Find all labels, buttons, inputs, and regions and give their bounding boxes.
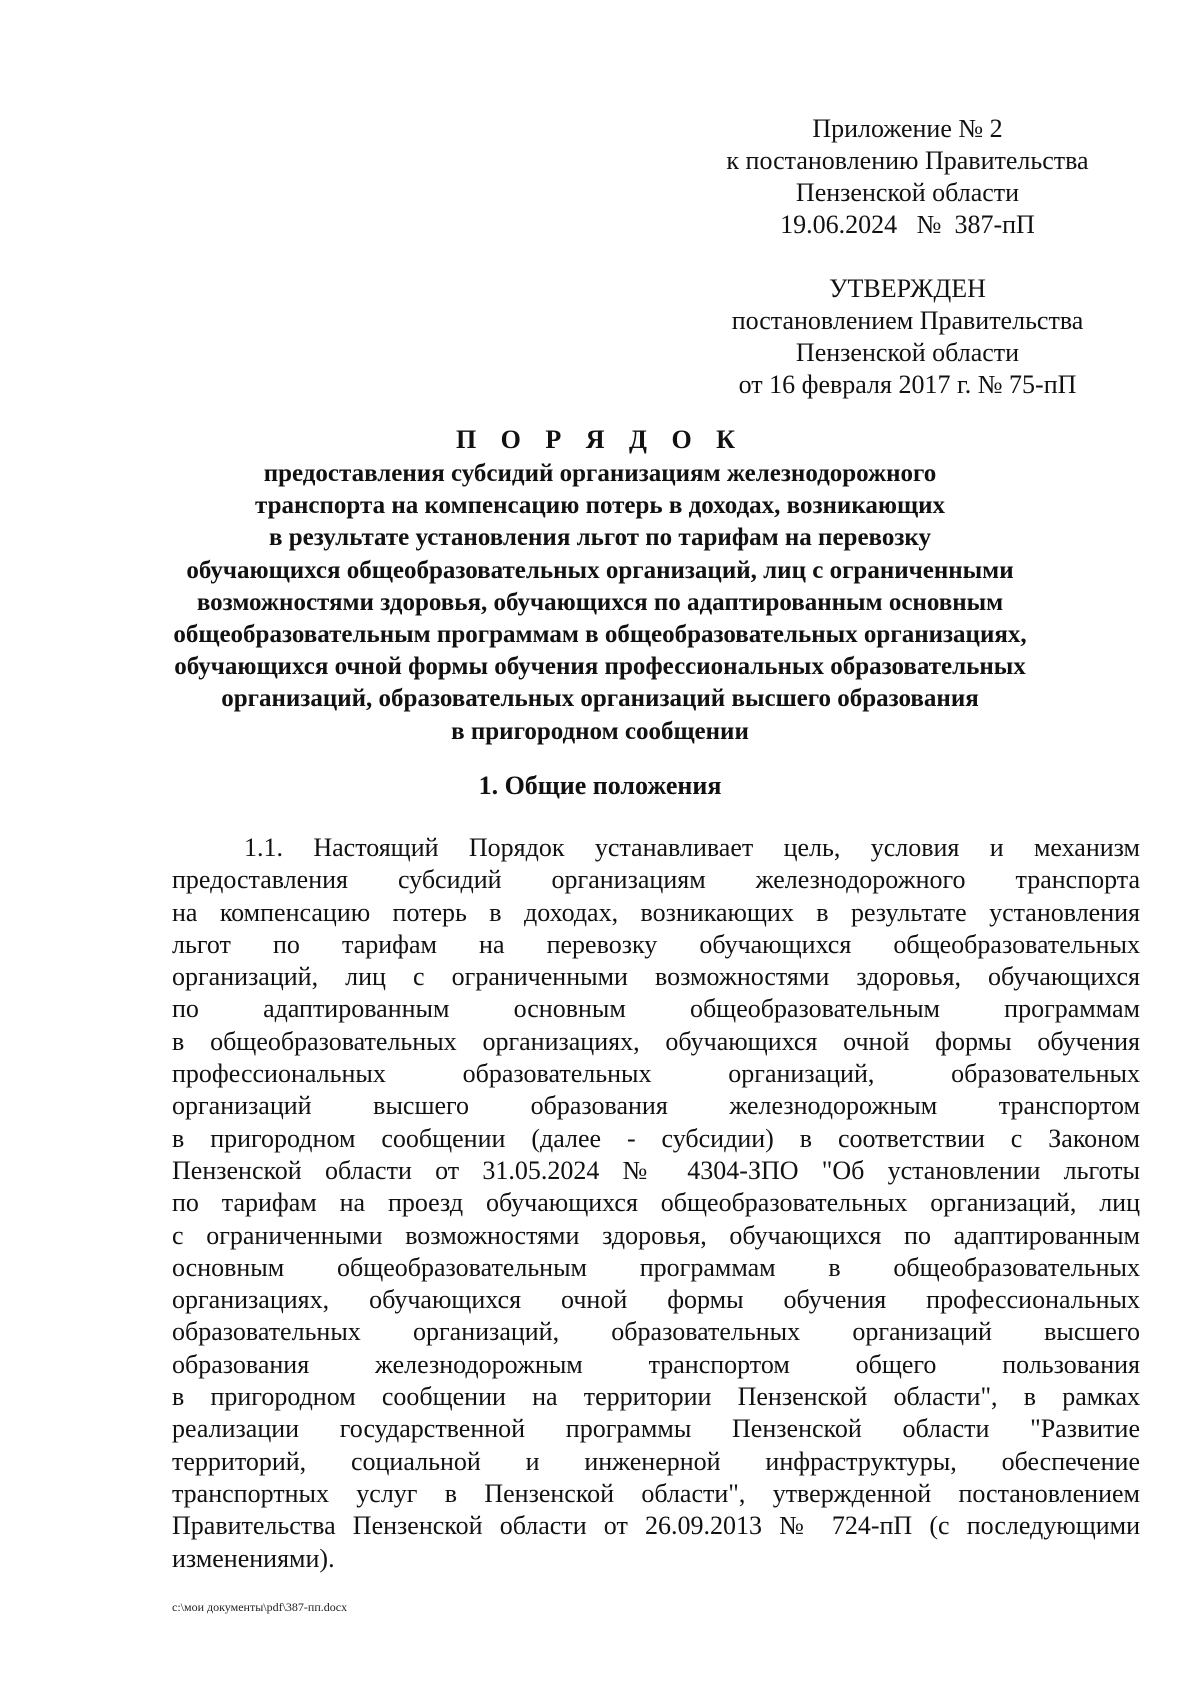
- paragraph-line: в общеобразовательных организациях, обучающихся очной формы обучения: [172, 1026, 1140, 1056]
- subtitle-line: в пригородном сообщении: [451, 717, 749, 745]
- paragraph-line: образования железнодорожным транспортом общего пользования: [172, 1349, 1140, 1379]
- footer-file-path: c:\мои документы\pdf\387-пп.docx: [172, 1600, 348, 1614]
- paragraph-line: Пензенской области от 31.05.2024 № 4304-ЗПО "Об установлении льготы: [172, 1155, 1140, 1185]
- annex-reference: к постановлению Правительства: [726, 146, 1089, 175]
- document-title: П О Р Я Д О К: [455, 425, 745, 454]
- paragraph-line: образовательных организаций, образовательных организаций высшего: [172, 1317, 1140, 1347]
- paragraph-line: льгот по тарифам на перевозку обучающихся общеобразовательных: [172, 929, 1140, 959]
- subtitle-line: предоставления субсидий организациям железнодорожного: [263, 460, 937, 487]
- subtitle-line: обучающихся общеобразовательных организаций, лиц с ограниченными: [186, 556, 1014, 584]
- document-subtitle: [100, 458, 1100, 748]
- approval-line-3: от 16 февраля 2017 г. № 75-пП: [738, 370, 1077, 399]
- paragraph-line: основным общеобразовательным программам в общеобразовательных: [172, 1252, 1140, 1282]
- subtitle-line: общеобразовательным программам в общеобразовательных организациях,: [173, 621, 1027, 649]
- subtitle-line: организаций, образовательных организаций высшего образования: [221, 685, 979, 713]
- paragraph-line: организаций высшего образования железнодорожным транспортом: [172, 1091, 1140, 1121]
- paragraph-line: по тарифам на проезд обучающихся общеобразовательных организаций, лиц: [172, 1188, 1140, 1218]
- paragraph-1-1: [172, 832, 1140, 1575]
- approval-title: УТВЕРЖДЕН: [829, 274, 986, 303]
- paragraph-line: в пригородном сообщении на территории Пензенской области", в рамках: [172, 1382, 1140, 1412]
- paragraph-line: предоставления субсидий организациям железнодорожного транспорта: [172, 865, 1140, 895]
- paragraph-line: реализации государственной программы Пензенской области "Развитие: [172, 1414, 1140, 1444]
- paragraph-line: в пригородном сообщении (далее - субсидии) в соответствии с Законом: [172, 1123, 1140, 1153]
- subtitle-line: транспорта на компенсацию потерь в доходах, возникающих: [255, 492, 945, 520]
- paragraph-line: организаций, лиц с ограниченными возможностями здоровья, обучающихся: [172, 962, 1140, 992]
- paragraph-line: с ограниченными возможностями здоровья, обучающихся по адаптированным: [172, 1220, 1140, 1250]
- subtitle-line: возможностями здоровья, обучающихся по адаптированным основным: [196, 588, 1004, 616]
- annex-date-number: 19.06.2024 № 387-пП: [780, 210, 1035, 239]
- paragraph-line: организациях, обучающихся очной формы обучения профессиональных: [172, 1285, 1140, 1315]
- approval-line-1: постановлением Правительства: [731, 306, 1084, 335]
- paragraph-line: профессиональных образовательных организаций, образовательных: [172, 1059, 1140, 1089]
- paragraph-line: транспортных услуг в Пензенской области", утвержденной постановлением: [172, 1478, 1140, 1508]
- approval-line-2: Пензенской области: [795, 338, 1020, 367]
- section-heading: 1. Общие положения: [478, 771, 722, 800]
- annex-block: [700, 113, 1115, 241]
- annex-region: Пензенской области: [795, 178, 1020, 207]
- paragraph-line: Правительства Пензенской области от 26.09.2013 № 724-пП (с последующими: [172, 1511, 1140, 1541]
- approval-block: [700, 273, 1115, 401]
- subtitle-line: в результате установления льгот по тарифам на перевозку: [269, 524, 931, 552]
- subtitle-line: обучающихся очной формы обучения профессиональных образовательных: [174, 653, 1026, 681]
- paragraph-line: 1.1. Настоящий Порядок устанавливает цель, условия и механизм: [244, 833, 1140, 862]
- paragraph-line: изменениями).: [172, 1543, 335, 1573]
- annex-number: Приложение № 2: [812, 114, 1003, 143]
- paragraph-line: территорий, социальной и инженерной инфраструктуры, обеспечение: [172, 1446, 1140, 1476]
- paragraph-line: по адаптированным основным общеобразовательным программам: [172, 994, 1140, 1024]
- paragraph-line: на компенсацию потерь в доходах, возникающих в результате установления: [172, 897, 1140, 927]
